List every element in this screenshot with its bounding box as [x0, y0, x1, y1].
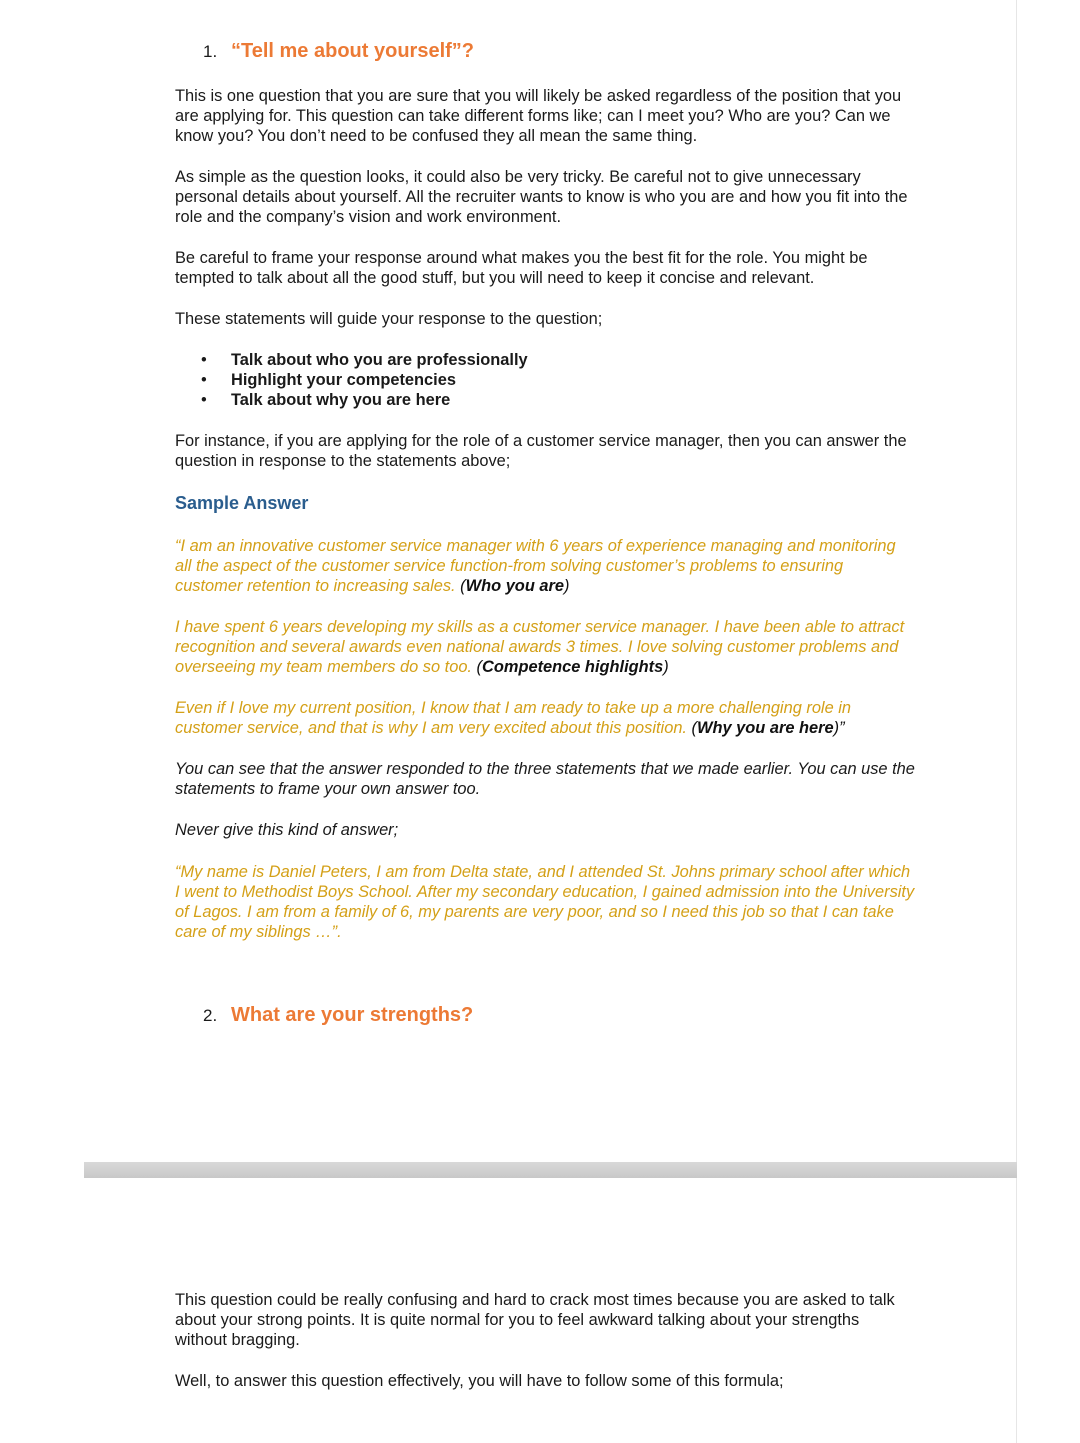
sample-tag: Why you are here — [697, 719, 834, 737]
question-2-title: What are your strengths? — [231, 1004, 474, 1026]
sample-tag: Competence highlights — [482, 658, 664, 676]
page-break — [84, 1162, 1017, 1179]
q1-paragraph-6: You can see that the answer responded to the three statements that we made earlier. You can use the statements to frame your own answer too. — [175, 760, 915, 798]
sample-text: Even if I love my current position, I know that I am ready to take up a more challenging role in customer service, and that is why I am very excited about this position. — [175, 699, 852, 737]
list-item: • Highlight your competencies — [201, 370, 528, 390]
sample-tag: Who you are — [465, 577, 564, 595]
q1-paragraph-5: For instance, if you are applying for the role of a customer service manager, then you can answer the question in response to the statements above; — [175, 432, 907, 470]
q2-paragraph-1: This question could be really confusing and hard to crack most times because you are asked to talk about your strong points. It is quite normal for you to feel awkward talking about your strengths without bragging. — [175, 1291, 895, 1349]
sample-text: “I am an innovative customer service manager with 6 years of experience managing and monitoring all the aspect of the customer service function-from solving customer’s problems to ensuring customer retention to increasing sales. — [175, 537, 896, 595]
sample-text: I have spent 6 years developing my skills as a customer service manager. I have been able to attract recognition and several awards even national awards 3 times. I love solving customer problems and overseeing my team members do so too. — [175, 618, 905, 676]
sample-answer-part-2: I have spent 6 years developing my skills as a customer service manager. I have been able to attract recognition and several awards even national awards 3 times. I love solving customer problems and overseeing my team members do so too. (Competence highlights) — [175, 618, 905, 676]
document-page-2 — [84, 1178, 1017, 1443]
question-1-heading — [203, 40, 474, 63]
q1-paragraph-2: As simple as the question looks, it could also be very tricky. Be careful not to give unnecessary personal details about yourself. All the recruiter wants to know is who you are and how you fit into the role and the company’s vision and work environment. — [175, 168, 908, 226]
sample-answer-heading: Sample Answer — [175, 493, 309, 513]
document-page-1 — [84, 0, 1017, 1162]
list-item: • Talk about who you are professionally — [201, 350, 528, 370]
q2-paragraph-2: Well, to answer this question effectively, you will have to follow some of this formula; — [175, 1372, 784, 1390]
sample-answer-part-1: “I am an innovative customer service manager with 6 years of experience managing and monitoring all the aspect of the customer service function-from solving customer’s problems to ensuring customer retention to increasing sales. (Who you are) — [175, 537, 896, 595]
question-2-number: 2. — [203, 1006, 218, 1025]
question-1-number: 1. — [203, 42, 218, 61]
sample-answer-part-3: Even if I love my current position, I know that I am ready to take up a more challenging role in customer service, and that is why I am very excited about this position. (Why you are here)” — [175, 699, 852, 737]
q1-paragraph-3: Be careful to frame your response around what makes you the best fit for the role. You might be tempted to talk about all the good stuff, but you will need to keep it concise and relevant. — [175, 249, 868, 287]
guide-bullet-list — [201, 350, 528, 410]
question-2-heading — [203, 1004, 473, 1027]
q1-paragraph-4: These statements will guide your response to the question; — [175, 310, 603, 328]
bad-answer-example: “My name is Daniel Peters, I am from Delta state, and I attended St. Johns primary school after which I went to Methodist Boys School. After my secondary education, I gained admission into the University of Lagos. I am from a family of 6, my parents are very poor, and so I need this job so that I can take care of my siblings …”. — [175, 863, 915, 941]
q1-paragraph-1: This is one question that you are sure that you will likely be asked regardless of the position that you are applying for. This question can take different forms like; can I meet you? Who are you? Can we know you? You don’t need to be confused they all mean the same thing. — [175, 87, 902, 145]
q1-paragraph-7: Never give this kind of answer; — [175, 821, 399, 839]
list-item: • Talk about why you are here — [201, 390, 528, 410]
question-1-title: “Tell me about yourself”? — [231, 40, 474, 62]
